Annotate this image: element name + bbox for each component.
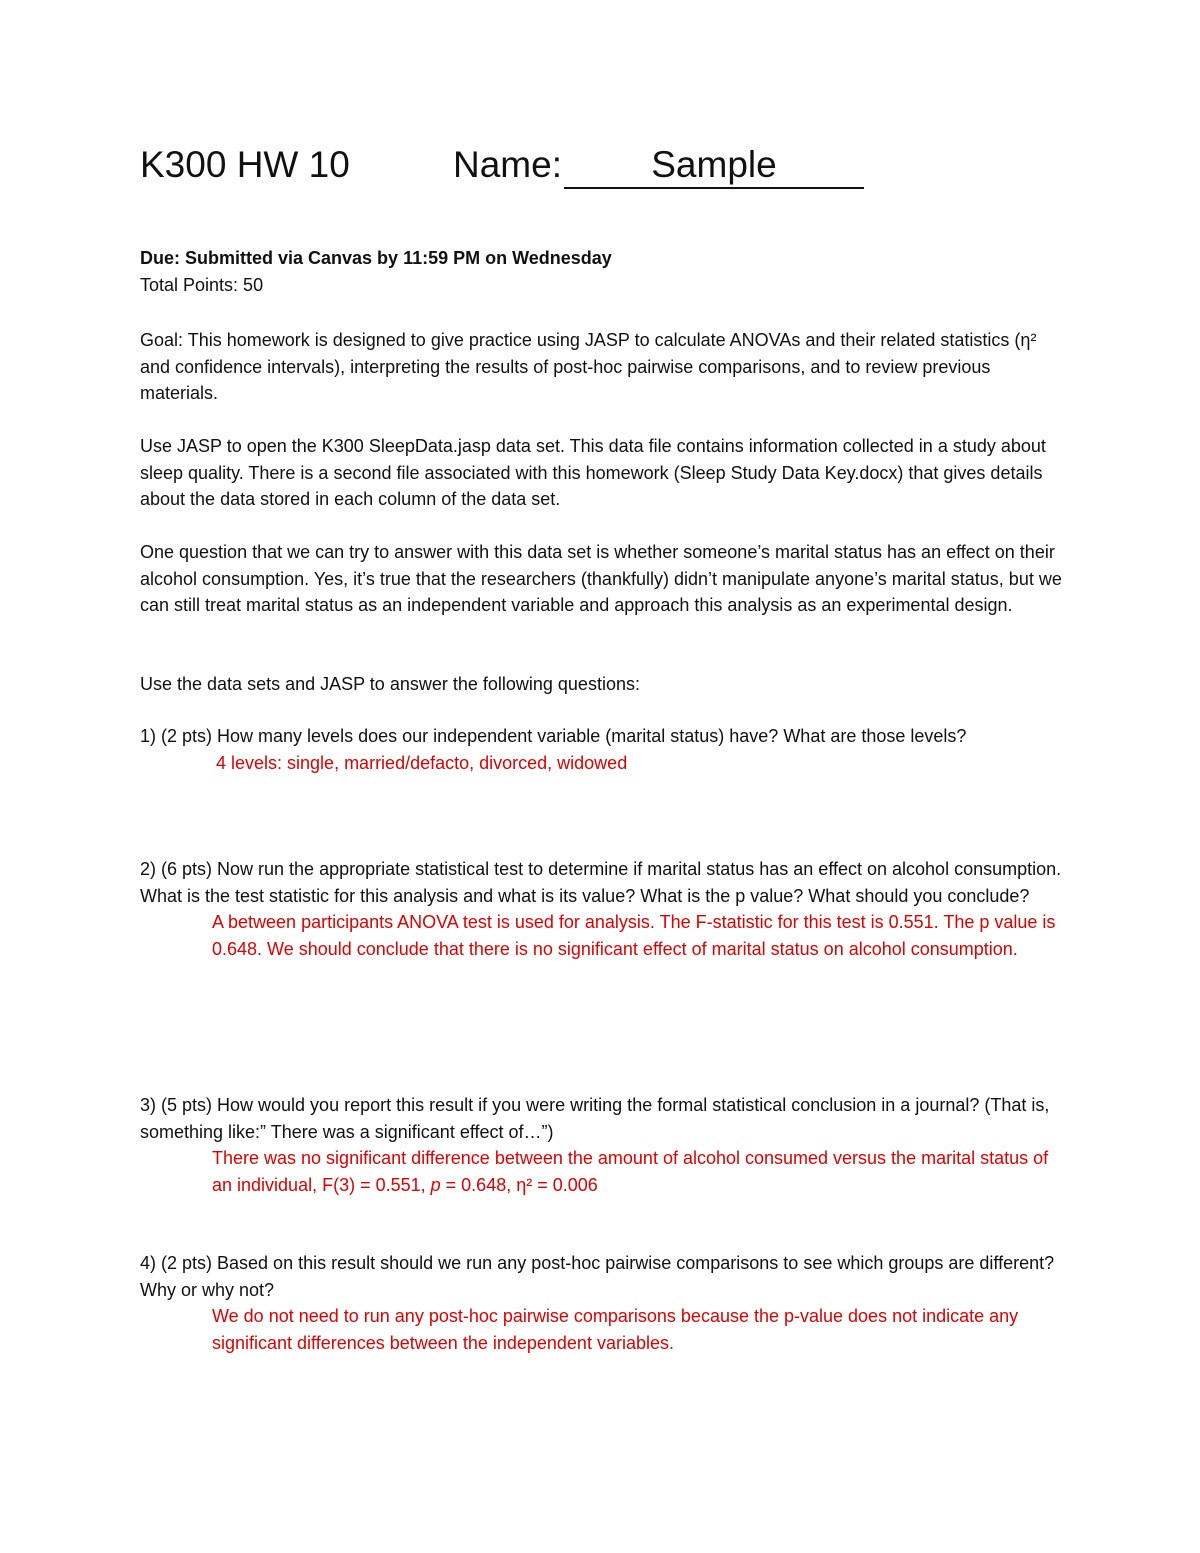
question-intro-paragraph: One question that we can try to answer with this data set is whether someone’s marital status has an effect on their alcohol consumption. Yes, it’s true that the researchers (thankfully) didn’t manipulate anyone’s marital status, but we can still treat marital status as an independent variable and approach this analysis as an experimental design. [140, 542, 1062, 615]
question-4-answer: We do not need to run any post-hoc pairwise comparisons because the p-value does not indicate any significant differences between the independent variables. [212, 1306, 1019, 1353]
question-1-text: 1) (2 pts) How many levels does our independent variable (marital status) have? What are those levels? [140, 726, 967, 746]
goal-paragraph: Goal: This homework is designed to give practice using JASP to calculate ANOVAs and their related statistics (η² and confidence intervals), interpreting the results of post-hoc pairwise comparisons, and to review previous materials. [140, 330, 1037, 403]
question-2-answer: A between participants ANOVA test is used for analysis. The F-statistic for this test is 0.551. The p value is 0.648. We should conclude that there is no significant effect of marital status on alcohol consumption. [212, 912, 1056, 959]
question-3-answer-suffix: = 0.648, η² = 0.006 [440, 1174, 598, 1195]
total-points: Total Points: 50 [140, 274, 264, 295]
instructions-paragraph: Use the data sets and JASP to answer the following questions: [140, 674, 640, 694]
course-title: K300 HW 10 [140, 144, 350, 185]
name-label: Name: [453, 144, 562, 185]
question-4 [140, 1250, 1070, 1356]
question-1-answer: 4 levels: single, married/defacto, divorced, widowed [216, 752, 628, 773]
due-block [140, 245, 1070, 298]
question-3-answer-p: p [430, 1174, 441, 1195]
use-jasp-paragraph: Use JASP to open the K300 SleepData.jasp data set. This data file contains information collected in a study about sleep quality. There is a second file associated with this homework (Sleep Study Data Key.docx) that gives details about the data stored in each column of the data set. [140, 436, 1046, 509]
question-3 [140, 1092, 1070, 1198]
question-3-text: 3) (5 pts) How would you report this result if you were writing the formal statistical conclusion in a journal? (That is, something like:” There was a significant effect of…”) [140, 1095, 1050, 1142]
question-3-answer-prefix: There was no significant difference between the amount of alcohol consumed versus the marital status of an individual, F(3) = 0.551, [212, 1148, 1049, 1195]
question-4-text: 4) (2 pts) Based on this result should we run any post-hoc pairwise comparisons to see which groups are different? Why or why not? [140, 1253, 1055, 1300]
question-2 [140, 856, 1070, 962]
document-title [140, 140, 1070, 200]
question-3-answer [140, 1145, 1070, 1198]
name-value: Sample [564, 143, 864, 189]
name-field [453, 140, 864, 190]
question-2-text: 2) (6 pts) Now run the appropriate statistical test to determine if marital status has an effect on alcohol consumption. What is the test statistic for this analysis and what is its value? What is the p value? What should you conclude? [140, 859, 1062, 906]
question-1 [140, 723, 1070, 776]
due-line: Due: Submitted via Canvas by 11:59 PM on Wednesday [140, 248, 612, 268]
